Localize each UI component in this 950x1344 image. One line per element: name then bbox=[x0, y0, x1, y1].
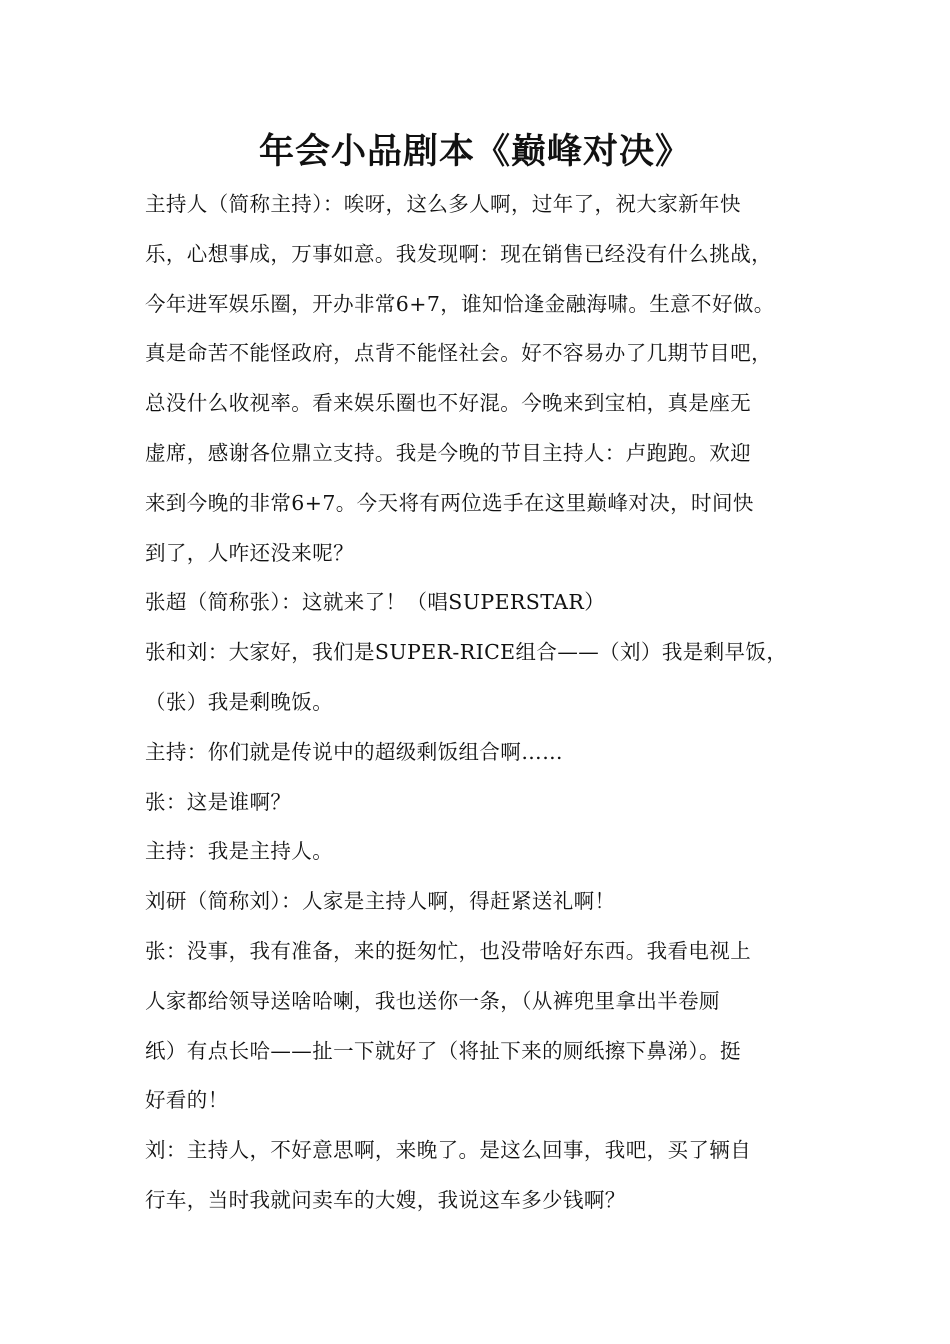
text-line: 张和刘：大家好，我们是SUPER-RICE组合——（刘）我是剩早饭， bbox=[145, 640, 788, 665]
text-line: 刘：主持人，不好意思啊，来晚了。是这么回事，我吧，买了辆自 bbox=[145, 1138, 752, 1163]
text-line: 乐，心想事成，万事如意。我发现啊：现在销售已经没有什么挑战， bbox=[145, 241, 772, 266]
text-line: 刘研（简称刘）：人家是主持人啊，得赶紧送礼啊！ bbox=[145, 889, 616, 914]
text-line: 主持：我是主持人。 bbox=[145, 839, 334, 864]
text-line: 好看的！ bbox=[145, 1088, 229, 1113]
text-line: 真是命苦不能怪政府，点背不能怪社会。好不容易办了几期节目吧， bbox=[145, 341, 772, 366]
text-line: 张：这是谁啊？ bbox=[145, 789, 292, 814]
text-line: 人家都给领导送啥哈喇，我也送你一条，（从裤兜里拿出半卷厕 bbox=[145, 988, 720, 1013]
text-line: 总没什么收视率。看来娱乐圈也不好混。今晚来到宝柏，真是座无 bbox=[145, 391, 752, 416]
text-line: （张）我是剩晚饭。 bbox=[145, 689, 334, 714]
text-line: 来到今晚的非常6+7。今天将有两位选手在这里巅峰对决，时间快 bbox=[145, 490, 754, 515]
text-line: 行车，当时我就问卖车的大嫂，我说这车多少钱啊？ bbox=[145, 1187, 626, 1212]
text-line: 纸）有点长哈——扯一下就好了（将扯下来的厕纸擦下鼻涕）。挺 bbox=[145, 1038, 741, 1063]
script-body bbox=[145, 180, 805, 1226]
text-line: 主持：你们就是传说中的超级剩饭组合啊…… bbox=[145, 739, 563, 764]
text-line: 到了，人咋还没来呢？ bbox=[145, 540, 354, 565]
text-line: 虚席，感谢各位鼎立支持。我是今晚的节目主持人：卢跑跑。欢迎 bbox=[145, 440, 752, 465]
text-line: 今年进军娱乐圈，开办非常6+7，谁知恰逢金融海啸。生意不好做。 bbox=[145, 291, 775, 316]
text-line: 张超（简称张）：这就来了！（唱SUPERSTAR） bbox=[145, 590, 606, 615]
text-line: 张：没事，我有准备，来的挺匆忙，也没带啥好东西。我看电视上 bbox=[145, 938, 752, 963]
document-title: 年会小品剧本《巅峰对决》 bbox=[258, 131, 691, 172]
text-line: 主持人（简称主持）：唉呀，这么多人啊，过年了，祝大家新年快 bbox=[145, 192, 741, 216]
